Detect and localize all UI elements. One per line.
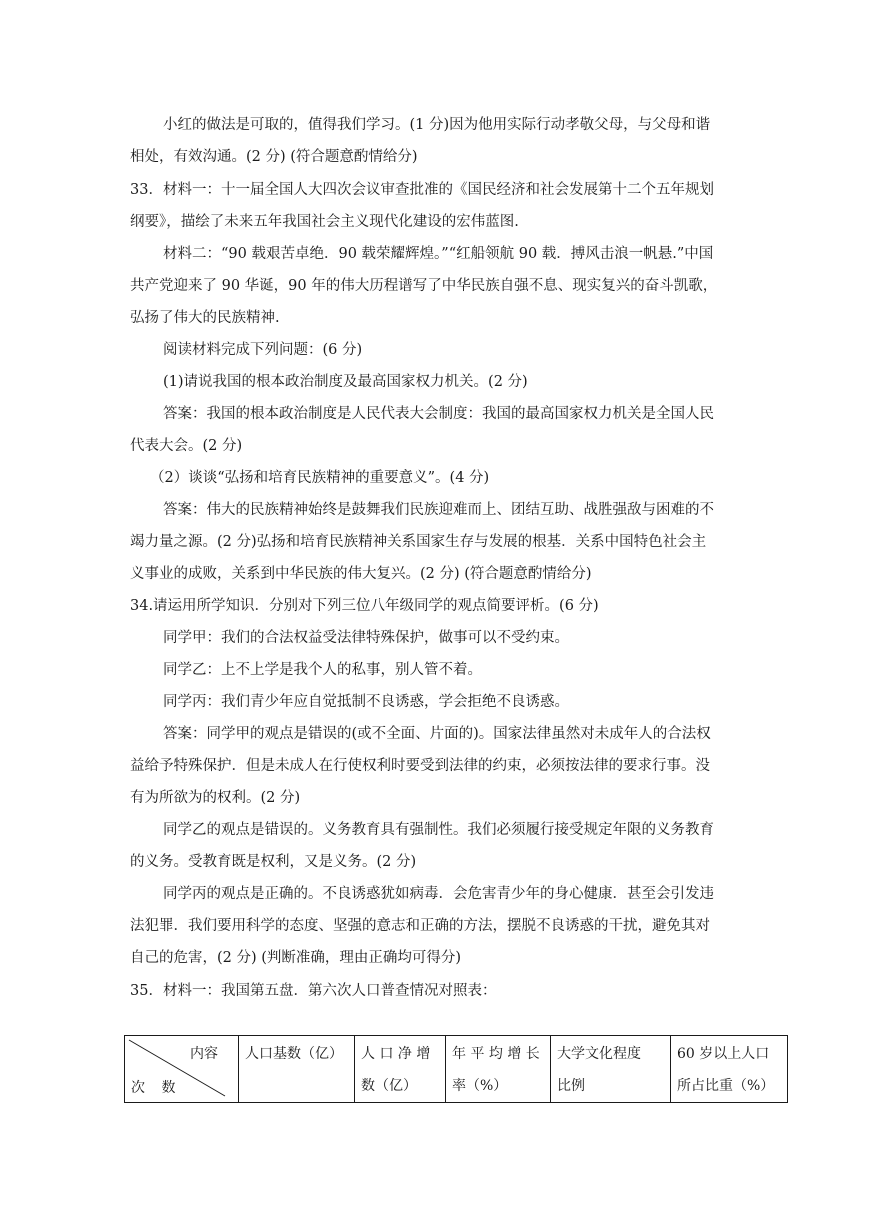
question-33-heading: 33．材料一：十一届全国人大四次会议审查批准的《国民经济和社会发展第十二个五年规划: [130, 182, 714, 198]
answer-line: 的义务。受教育既是权利，又是义务。(2 分): [130, 854, 417, 870]
material-line: 纲要》，描绘了未来五年我国社会主义现代化建设的宏伟蓝图.: [130, 214, 519, 230]
table-header-cell: [446, 1036, 551, 1103]
answer-line: 答案：同学甲的观点是错误的(或不全面、片面的)。国家法律虽然对未成年人的合法权: [163, 726, 711, 742]
header-text: 率（%）: [452, 1078, 508, 1094]
header-text: 60 岁以上人口: [677, 1046, 770, 1062]
student-view: 同学丙：我们青少年应自觉抵制不良诱惑，学会拒绝不良诱惑。: [163, 694, 569, 710]
header-text: 人口基数（亿）: [245, 1046, 343, 1062]
answer-line: 有为所欲为的权利。(2 分): [130, 790, 301, 806]
header-text: 大学文化程度: [557, 1046, 641, 1062]
diag-label-content: 内容: [190, 1046, 218, 1062]
student-view: 同学乙：上不上学是我个人的私事，别人管不着。: [163, 662, 482, 678]
answer-line: 同学丙的观点是正确的。不良诱惑犹如病毒．会危害青少年的身心健康．甚至会引发违: [163, 886, 714, 902]
sub-question: （2）谈谈“弘扬和培育民族精神的重要意义”。(4 分): [150, 470, 490, 486]
table-header-cell: [671, 1036, 788, 1103]
answer-line: 自己的危害，(2 分) (判断准确，理由正确均可得分): [130, 950, 462, 966]
table-header-cell: [355, 1036, 446, 1103]
answer-line: 相处，有效沟通。(2 分) (符合题意酌情给分): [130, 149, 418, 165]
answer-line: 同学乙的观点是错误的。义务教育具有强制性。我们必须履行接受规定年限的义务教育: [163, 822, 714, 838]
answer-line: 义事业的成败，关系到中华民族的伟大复兴。(2 分) (符合题意酌情给分): [130, 566, 592, 582]
header-text: 人 口 净 增: [361, 1046, 431, 1062]
question-35-heading: 35．材料一：我国第五盘．第六次人口普查情况对照表：: [130, 983, 497, 999]
material-line: 共产党迎来了 90 华诞，90 年的伟大历程谱写了中华民族自强不息、现实复兴的奋斗凯歌，: [130, 278, 718, 294]
table-header-cell: [551, 1036, 671, 1103]
answer-line: 小红的做法是可取的，值得我们学习。(1 分)因为他用实际行动孝敬父母，与父母和谐: [163, 117, 711, 133]
instruction-line: 阅读材料完成下列问题：(6 分): [163, 342, 363, 358]
answer-line: 益给予特殊保护．但是未成人在行使权利时要受到法律的约束，必须按法律的要求行事。没: [130, 758, 710, 774]
header-text: 数（亿）: [361, 1078, 417, 1094]
answer-line: 竭力量之源。(2 分)弘扬和培育民族精神关系国家生存与发展的根基．关系中国特色社会主: [130, 534, 707, 550]
question-34-heading: 34.请运用所学知识．分别对下列三位八年级同学的观点简要评析。(6 分): [130, 598, 599, 614]
header-text: 比例: [557, 1078, 585, 1094]
header-text: 年 平 均 增 长: [452, 1046, 540, 1062]
diagonal-header-cell: [125, 1036, 239, 1103]
table-header-row: [125, 1036, 788, 1103]
sub-question: (1)请说我国的根本政治制度及最高国家权力机关。(2 分): [163, 374, 528, 390]
material-line: 弘扬了伟大的民族精神.: [130, 310, 280, 326]
material-line: 材料二：“90 载艰苦卓绝．90 载荣耀辉煌。”“红船领航 90 载．搏风击浪一帆悬.”中国: [163, 246, 714, 262]
header-text: 所占比重（%）: [677, 1078, 775, 1094]
answer-line: 法犯罪．我们要用科学的态度、坚强的意志和正确的方法，摆脱不良诱惑的干扰，避免其对: [130, 918, 710, 934]
answer-line: 代表大会。(2 分): [130, 438, 243, 454]
answer-line: 答案：我国的根本政治制度是人民代表大会制度：我国的最高国家权力机关是全国人民: [163, 406, 714, 422]
student-view: 同学甲：我们的合法权益受法律特殊保护，做事可以不受约束。: [163, 630, 569, 646]
table-header-cell: [239, 1036, 355, 1103]
diag-label-count: 次 数: [131, 1080, 182, 1096]
census-comparison-table: [124, 1035, 788, 1103]
answer-line: 答案：伟大的民族精神始终是鼓舞我们民族迎难而上、团结互助、战胜强敌与困难的不: [163, 502, 714, 518]
